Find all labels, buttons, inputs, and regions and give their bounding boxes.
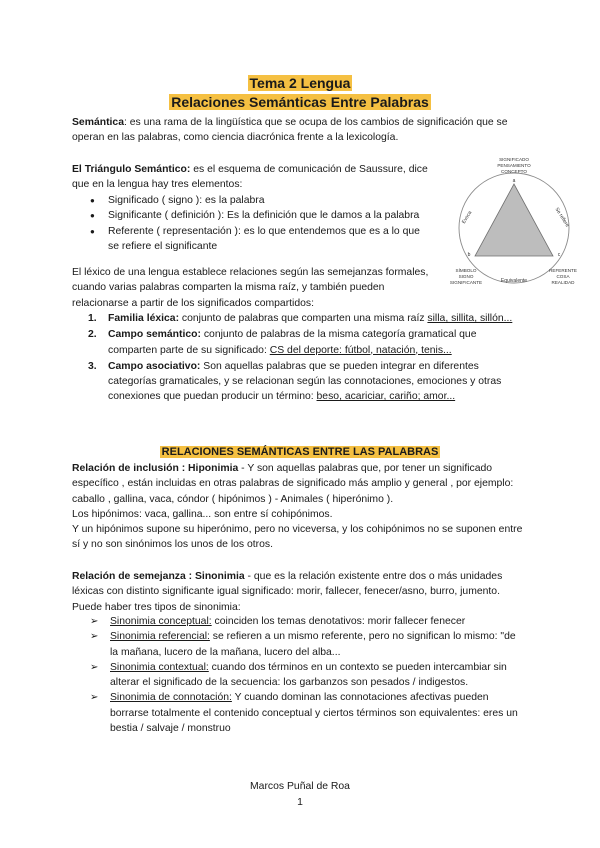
- diagram-vertex-left: b: [467, 252, 471, 258]
- list-item: ➢ Sinonimia referencial: se refieren a un mismo referente, pero no significan lo mismo: "de la mañana, lucero de la mañana, lucero del alba...: [90, 631, 516, 658]
- list-item: 2. Campo semántico: conjunto de palabras de la misma categoría gramatical que comparten parte de su significado: CS del deporte: fútbol, natación, tenis...: [88, 329, 477, 356]
- diagram-right-label: COSA: [556, 274, 570, 279]
- triangulo-paragraph: El Triángulo Semántico: es el esquema de comunicación de Saussure, dice que en la lengua hay tres elementos:: [72, 164, 428, 191]
- hiponimia-paragraph: Relación de inclusión : Hiponimia - Y son aquellas palabras que, por tener un significado específico , están incluidas en otras palabras de significado más amplio y general , por ejemplo: caballo , gallina, vaca, cóndor ( hipónimos ) - Animales ( hiperónimo ). Los hipónimos: vaca, gallina... son entre sí cohipónimos. Y un hipónimos supone su hiperónimo, pero no viceversa, y los cohipónimos no se suponen entre sí y no son sinónimos los unos de los otros.: [72, 463, 523, 551]
- diagram-left-label: SIGNIFICANTE: [449, 280, 483, 285]
- semantic-triangle-diagram: [440, 152, 588, 294]
- section-title: RELACIONES SEMÁNTICAS ENTRE LAS PALABRAS: [161, 446, 439, 458]
- arrow-icon: ➢: [90, 631, 99, 643]
- list-item: ● Significante ( definición ): Es la definición que le damos a la palabra: [88, 208, 423, 223]
- footer-page-number: 1: [297, 797, 303, 808]
- sinonimia-paragraph: Relación de semejanza : Sinonimia - que es la relación existente entre dos o más unidades léxicas con distinto significante igual significado: morir, fallecer, fenecer/asno, burro, jumento. Puede haber tres tipos de sinonimia:: [72, 571, 503, 613]
- diagram-left-label: SÍMBOLO: [455, 268, 477, 273]
- diagram-right-label: REALIDAD: [551, 280, 575, 285]
- list-item: ➢ Sinonimia conceptual: coinciden los temas denotativos: morir fallecer fenecer: [88, 614, 518, 629]
- page-title: Tema 2 Lengua: [249, 75, 351, 91]
- diagram-bottom-arc-label: Equivalente: [500, 278, 528, 284]
- arrow-icon: ➢: [90, 692, 99, 704]
- page-subtitle: Relaciones Semánticas Entre Palabras: [171, 94, 429, 110]
- lexico-intro-paragraph: El léxico de una lengua establece relaciones según las semejanzas formales, cuando varias palabras comparten la misma raíz, y también pueden relacionarse a partir de los significados compartidos:: [72, 267, 429, 309]
- relaciones-list: [88, 311, 518, 406]
- triangulo-list: [88, 193, 423, 254]
- sinonimia-list: [88, 614, 518, 736]
- arrow-icon: ➢: [90, 616, 99, 627]
- diagram-left-label: SIGNO: [458, 274, 474, 279]
- diagram-right-label: REFERENTE: [549, 268, 577, 273]
- diagram-right-arc-label: Se refiere: [553, 206, 571, 229]
- arrow-icon: ➢: [90, 661, 99, 673]
- list-item: ➢ Sinonimia contextual: cuando dos términos en un contexto se pueden intercambiar sin alterar el significado de la secuencia: los garbanzos son pesados / indigestos.: [90, 661, 507, 689]
- list-item: 1. Familia léxica: conjunto de palabras que comparten una misma raíz silla, sillita, sillón...: [88, 313, 513, 324]
- diagram-vertex-top: a: [512, 178, 516, 184]
- diagram-left-arc-label: Evoca: [460, 209, 474, 225]
- list-item: ● Referente ( representación ): es lo que entendemos que es a lo que se refiere el significante: [88, 224, 423, 255]
- diagram-top-label: PENSAMIENTO: [497, 163, 531, 168]
- diagram-triangle: [475, 184, 553, 256]
- diagram-top-label: CONCEPTO: [501, 169, 527, 174]
- list-item: ➢ Sinonimia de connotación: Y cuando dominan las connotaciones afectivas pueden borrarse totalmente el contenido conceptual y ciertos términos son equivalentes: eres un bestia / salvaje / monstruo: [90, 692, 518, 735]
- footer-author: Marcos Puñal de Roa: [250, 781, 350, 792]
- list-item: 3. Campo asociativo: Son aquellas palabras que se pueden integrar en diferentes categorías gramaticales, y se relacionan según las connotaciones, emociones y otras conexiones que puedan producir un término: beso, acariciar, cariño; amor...: [88, 360, 502, 403]
- diagram-top-label: SIGNIFICADO: [499, 157, 529, 162]
- diagram-vertex-right: c: [557, 252, 561, 258]
- list-item: ● Significado ( signo ): es la palabra: [88, 193, 423, 208]
- semantica-paragraph: Semántica: es una rama de la lingüística que se ocupa de los cambios de significación que se operan en las palabras, como ciencia diacrónica frente a la lexicología.: [72, 117, 508, 144]
